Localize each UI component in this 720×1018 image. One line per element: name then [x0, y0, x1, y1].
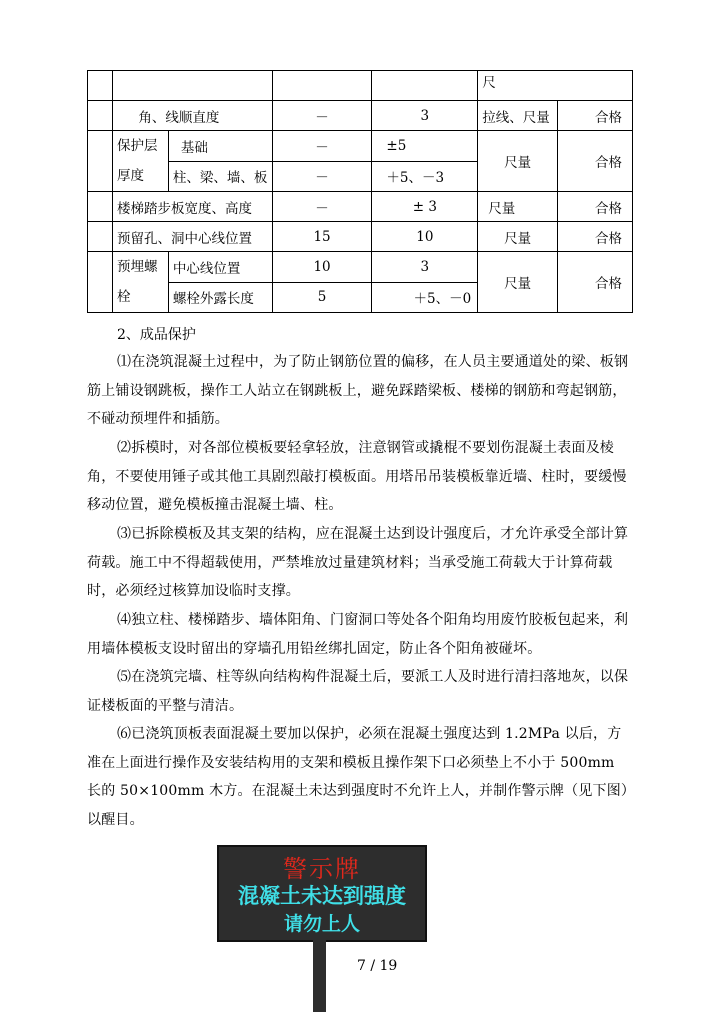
warning-sign-line2: 请勿上人	[283, 913, 360, 935]
table-cell: 3	[372, 101, 478, 131]
table-cell: 楼梯踏步板宽度、高度	[112, 192, 272, 222]
table-row	[88, 222, 633, 252]
table-cell: ＋5、－0	[372, 282, 478, 313]
table-row	[88, 131, 633, 162]
table-row	[88, 71, 633, 101]
paragraph-2: ⑵拆模时，对各部位模板要轻拿轻放，注意钢管或撬棍不要划伤混凝土表面及棱角，不要使用锤子或其他工具剧烈敲打模板面。用塔吊吊装模板靠近墙、柱时，要缓慢移动位置，避免模板撞击混凝土墙、柱。	[87, 440, 627, 513]
table-cell: 合格	[558, 252, 633, 313]
table-cell: 3	[372, 252, 478, 283]
paragraph-3: ⑶已拆除模板及其支架的结构，应在混凝土达到设计强度后，才允许承受全部计算荷载。施工中不得超载使用，严禁堆放过量建筑材料；当承受施工荷载大于计算荷载时，必须经过核算加设临时支撑。	[87, 526, 629, 599]
table-cell: 15	[272, 222, 372, 252]
table-cell: 拉线、尺量	[478, 101, 558, 131]
section-title: 2、成品保护	[117, 327, 196, 343]
page-number: 7 / 19	[357, 958, 398, 974]
table-row	[88, 192, 633, 222]
table-cell: 基础	[168, 131, 272, 162]
table-cell: －	[272, 131, 372, 162]
warning-sign-title: 警示牌	[283, 855, 361, 883]
table-cell: －	[272, 192, 372, 222]
table-cell: 中心线位置	[168, 252, 272, 283]
table-cell: －	[272, 101, 372, 131]
paragraph-5: ⑸在浇筑完墙、柱等纵向结构构件混凝土后，要派工人及时进行清扫落地灰，以保证楼板面的平整与清洁。	[87, 669, 629, 714]
paragraph-6: ⑹已浇筑顶板表面混凝土要加以保护，必须在混凝土强度达到 1.2MPa 以后，方准在上面进行操作及安装结构用的支架和模板且操作架下口必须垫上不小于 500mm 长的 50×100mm 木方。在混凝土未达到强度时不允许上人，并制作警示牌（见下图）以醒目。	[87, 726, 629, 828]
table-cell: 尺量	[478, 192, 558, 222]
table-cell: 保护层厚度	[112, 131, 168, 192]
table-cell: 预留孔、洞中心线位置	[112, 222, 272, 252]
table-cell: 合格	[558, 192, 633, 222]
paragraph-1: ⑴在浇筑混凝土过程中，为了防止钢筋位置的偏移，在人员主要通道处的梁、板钢筋上铺设钢跳板，操作工人站立在钢跳板上，避免踩踏梁板、楼梯的钢筋和弯起钢筋，不碰动预埋件和插筋。	[87, 354, 629, 427]
table-cell: 螺栓外露长度	[168, 282, 272, 313]
paragraph-4: ⑷独立柱、楼梯踏步、墙体阳角、门窗洞口等处各个阳角均用废竹胶板包起来，利用墙体模板支设时留出的穿墙孔用铅丝绑扎固定，防止各个阳角被碰坏。	[87, 612, 629, 657]
warning-sign-line1: 混凝土未达到强度	[238, 883, 406, 908]
warning-sign	[217, 845, 427, 942]
table-cell: 柱、梁、墙、板	[168, 161, 272, 192]
table-cell: 10	[272, 252, 372, 283]
table-row	[88, 101, 633, 131]
table-cell: 预埋螺栓	[112, 252, 168, 313]
table-cell: ± 3	[372, 192, 478, 222]
table-cell: 合格	[558, 131, 633, 192]
table-cell: 角、线顺直度	[112, 101, 272, 131]
table-cell: ＋5、－3	[372, 161, 478, 192]
table-cell: 尺	[478, 71, 633, 101]
table-cell: 合格	[558, 101, 633, 131]
table-cell: －	[272, 161, 372, 192]
table-cell: 尺量	[478, 222, 558, 252]
table-cell: ±5	[372, 131, 478, 162]
table-cell: 10	[372, 222, 478, 252]
table-cell: 5	[272, 282, 372, 313]
table-row	[88, 252, 633, 283]
table-cell: 合格	[558, 222, 633, 252]
table-cell: 尺量	[478, 252, 558, 313]
warning-sign-post	[313, 940, 326, 1012]
table-cell: 尺量	[478, 131, 558, 192]
inspection-table	[87, 70, 633, 313]
